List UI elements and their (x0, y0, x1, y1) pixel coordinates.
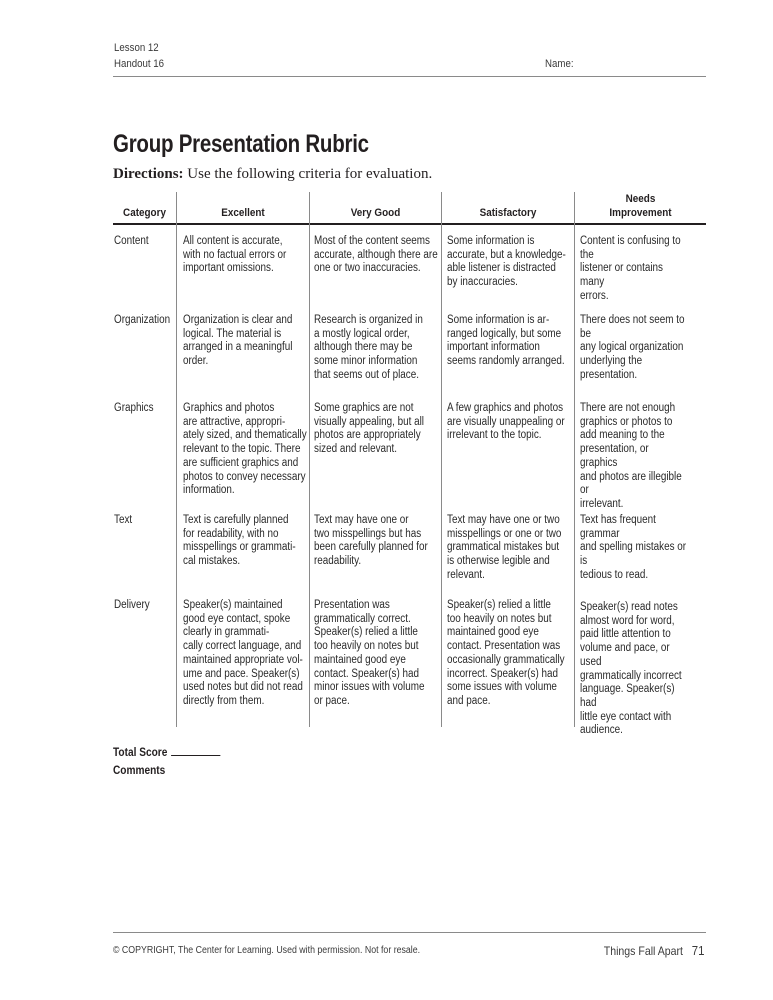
cell-very-good: Presentation was grammatically correct. Speaker(s) relied a little too heavily on notes but maintained good eye contact. Speaker(s) had minor issues with volume or pace. (314, 599, 425, 707)
column-divider (441, 192, 442, 727)
row-category: Content (114, 235, 149, 247)
total-score-field[interactable] (171, 745, 220, 756)
cell-satisfactory: Some information is accurate, but a knowledge- able listener is distracted by inaccuracies. (447, 235, 566, 289)
row-category: Delivery (114, 599, 150, 611)
cell-excellent: Text is carefully planned for readability, with no misspellings or grammati- cal mistakes. (183, 514, 296, 568)
name-label: Name: (545, 58, 574, 70)
footer-book-info (604, 943, 705, 958)
header-divider (113, 223, 706, 225)
copyright-notice: © COPYRIGHT, The Center for Learning. Used with permission. Not for resale. (113, 945, 421, 956)
handout-header (114, 40, 164, 72)
page-number: 71 (692, 943, 705, 958)
column-divider (309, 192, 310, 727)
column-divider (176, 192, 177, 727)
row-category: Graphics (114, 402, 154, 414)
score-section (113, 744, 220, 780)
cell-needs-improvement: Speaker(s) read notes almost word for word, paid little attention to volume and pace, or used grammatically incorrect language. Speaker(s) had little eye contact with audience. (580, 601, 682, 737)
cell-satisfactory: Some information is ar- ranged logically, but some important information seems randomly arranged. (447, 314, 565, 368)
cell-satisfactory: Speaker(s) relied a little too heavily on notes but maintained good eye contact. Presentation was occasionally grammatically incorrect. Speaker(s) had some issues with volume and pace. (447, 599, 565, 707)
column-divider (574, 192, 575, 727)
directions (113, 166, 432, 183)
cell-excellent: Speaker(s) maintained good eye contact, spoke clearly in grammati- cally correct language, and maintained appropriate vol- ume and pace. Speaker(s) used notes but did not read directly from them. (183, 599, 303, 707)
directions-text: Use the following criteria for evaluation. (183, 166, 433, 182)
column-header-very-good: Very Good (350, 207, 401, 219)
cell-very-good: Most of the content seems accurate, although there are one or two inaccuracies. (314, 235, 438, 275)
column-header-category: Category (123, 207, 166, 219)
cell-needs-improvement: There are not enough graphics or photos to add meaning to the presentation, or graphics and photos are illegible or irrelevant. (580, 402, 682, 510)
total-score-label: Total Score (113, 747, 168, 759)
column-header-excellent: Excellent (221, 207, 265, 219)
book-title: Things Fall Apart (604, 944, 684, 958)
header-rule (113, 76, 706, 77)
column-header-needs-improvement: Needs Improvement (609, 193, 672, 219)
cell-excellent: All content is accurate, with no factual errors or important omissions. (183, 235, 287, 275)
cell-needs-improvement: Content is confusing to the listener or contains many errors. (580, 235, 681, 302)
directions-label: Directions: (113, 166, 184, 182)
lesson-number: Lesson 12 (114, 42, 159, 54)
cell-very-good: Text may have one or two misspellings but has been carefully planned for readability. (314, 514, 428, 568)
row-category: Organization (114, 314, 171, 326)
footer-rule (113, 932, 706, 933)
cell-excellent: Graphics and photos are attractive, appropri- ately sized, and thematically relevant to the topic. There are sufficient graphics and photos to convey necessary information. (183, 402, 307, 497)
cell-needs-improvement: Text has frequent grammar and spelling mistakes or is tedious to read. (580, 514, 687, 581)
comments-label: Comments (113, 765, 166, 777)
cell-needs-improvement: There does not seem to be any logical organization underlying the presentation. (580, 314, 685, 381)
cell-very-good: Some graphics are not visually appealing, but all photos are appropriately sized and relevant. (314, 402, 424, 456)
page-title: Group Presentation Rubric (113, 130, 369, 158)
cell-satisfactory: Text may have one or two misspellings or one or two grammatical mistakes but is otherwise legible and relevant. (447, 514, 562, 581)
cell-very-good: Research is organized in a mostly logical order, although there may be some minor information that seems out of place. (314, 314, 423, 381)
row-category: Text (114, 514, 133, 526)
handout-number: Handout 16 (114, 58, 165, 70)
cell-satisfactory: A few graphics and photos are visually unappealing or irrelevant to the topic. (447, 402, 565, 442)
column-header-satisfactory: Satisfactory (479, 207, 537, 219)
cell-excellent: Organization is clear and logical. The material is arranged in a meaningful order. (183, 314, 293, 368)
